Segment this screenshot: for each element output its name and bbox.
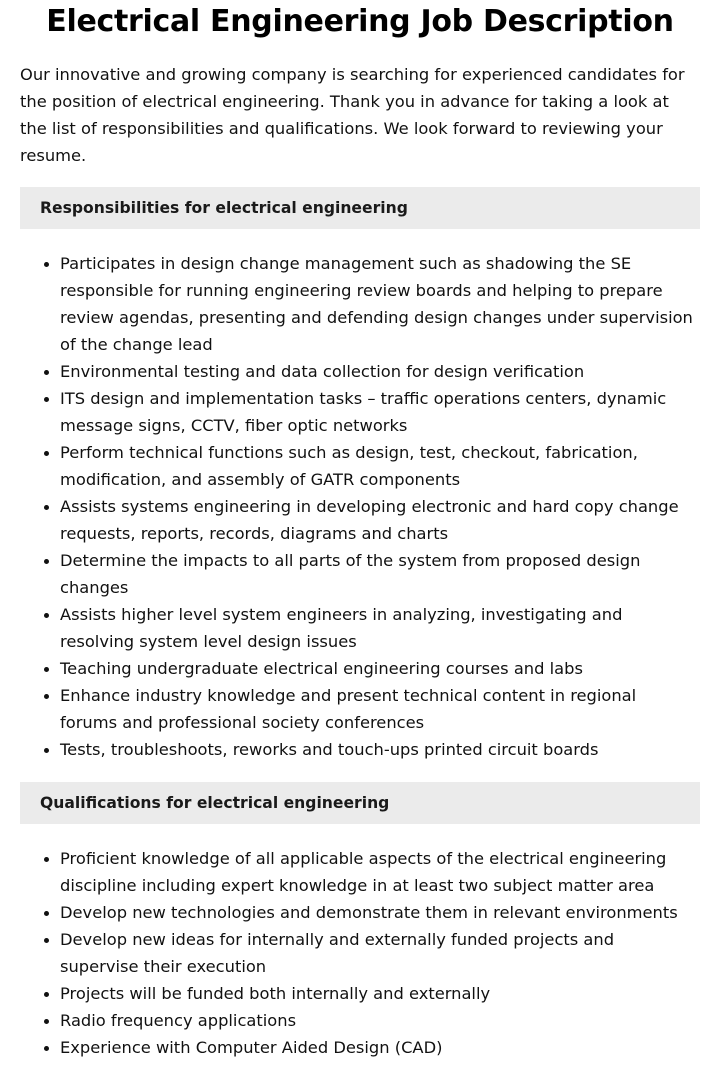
- responsibility-item: Assists higher level system engineers in analyzing, investigating and resolving system level design issues: [60, 601, 696, 655]
- responsibility-item: Enhance industry knowledge and present technical content in regional forums and professional society conferences: [60, 682, 696, 736]
- responsibility-item: Determine the impacts to all parts of the system from proposed design changes: [60, 547, 696, 601]
- responsibility-item: Participates in design change management such as shadowing the SE responsible for running engineering review boards and helping to prepare review agendas, presenting and defending design changes under supervision of the change lead: [60, 250, 696, 358]
- responsibilities-list: [20, 250, 696, 763]
- responsibilities-header: Responsibilities for electrical engineering: [20, 187, 700, 229]
- responsibility-item: Tests, troubleshoots, reworks and touch-ups printed circuit boards: [60, 736, 696, 763]
- responsibility-item: Teaching undergraduate electrical engineering courses and labs: [60, 655, 696, 682]
- qualification-item: Radio frequency applications: [60, 1007, 696, 1034]
- responsibility-item: ITS design and implementation tasks – traffic operations centers, dynamic message signs, CCTV, fiber optic networks: [60, 385, 696, 439]
- qualification-item: Develop new technologies and demonstrate them in relevant environments: [60, 899, 696, 926]
- responsibility-item: Perform technical functions such as design, test, checkout, fabrication, modification, and assembly of GATR components: [60, 439, 696, 493]
- qualification-item: Experience with Computer Aided Design (CAD): [60, 1034, 696, 1061]
- intro-paragraph: Our innovative and growing company is searching for experienced candidates for the position of electrical engineering. Thank you in advance for taking a look at the list of responsibilities and qualifications. We look forward to reviewing your resume.: [20, 65, 685, 165]
- qualification-item: Develop new ideas for internally and externally funded projects and supervise their execution: [60, 926, 696, 980]
- responsibility-item: Assists systems engineering in developing electronic and hard copy change requests, reports, records, diagrams and charts: [60, 493, 696, 547]
- page-title: Electrical Engineering Job Description: [46, 4, 674, 39]
- qualification-item: Projects will be funded both internally and externally: [60, 980, 696, 1007]
- responsibility-item: Environmental testing and data collection for design verification: [60, 358, 696, 385]
- qualifications-list: [20, 845, 696, 1061]
- qualification-item: Proficient knowledge of all applicable aspects of the electrical engineering discipline including expert knowledge in at least two subject matter area: [60, 845, 696, 899]
- qualifications-header: Qualifications for electrical engineering: [20, 782, 700, 824]
